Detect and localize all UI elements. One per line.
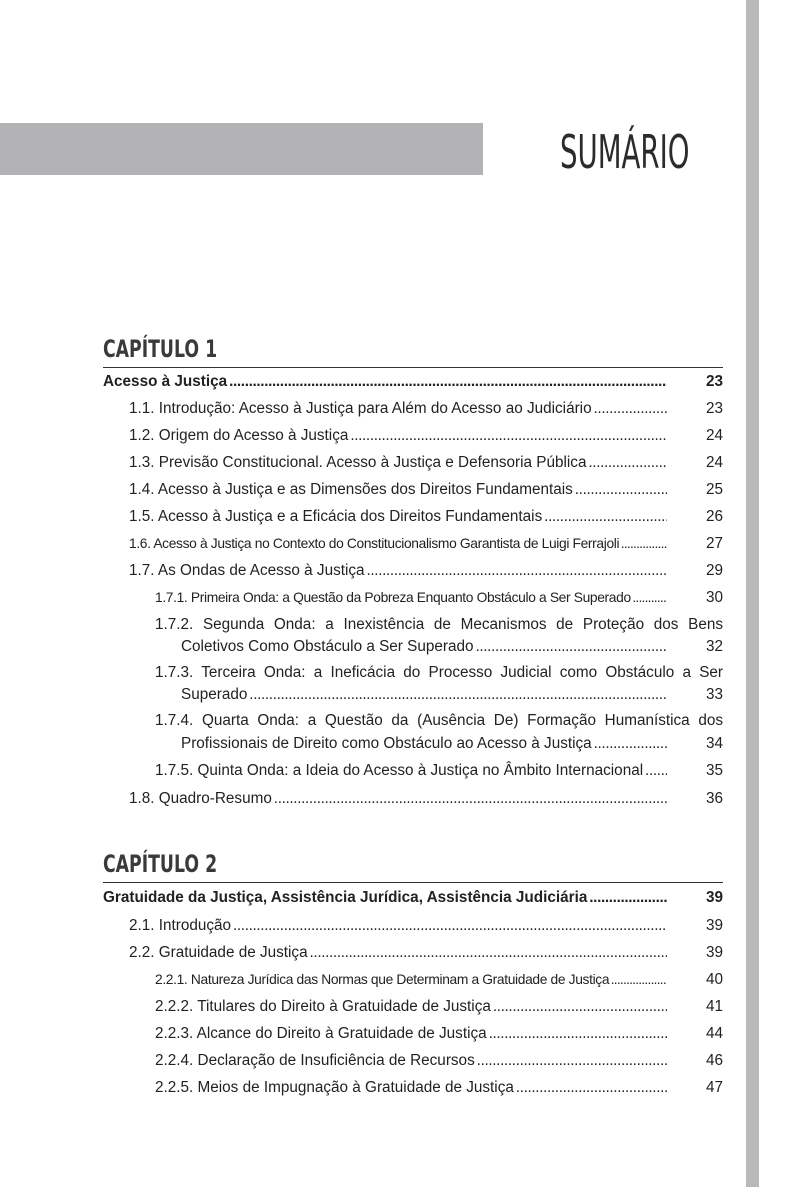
toc-entry-label-line1: 1.7.2. Segunda Onda: a Inexistência de Mecanismos de Proteção dos Bens: [155, 616, 723, 633]
page-title: SUMÁRIO: [560, 125, 690, 179]
toc-entry[interactable]: [103, 558, 723, 584]
toc-entry[interactable]: [103, 885, 723, 911]
title-band: [0, 123, 483, 175]
toc-entry-label: 1.7. As Ondas de Acesso à Justiça . . .: [129, 558, 667, 584]
toc-entry-page: 41: [705, 998, 723, 1015]
toc-entry-page: 27: [705, 535, 723, 552]
toc-entry-label: 2.1. Introdução . . .: [129, 913, 667, 939]
toc-entry-page: 24: [705, 427, 723, 444]
toc-entry-label: 1.3. Previsão Constitucional. Acesso à Justiça e Defensoria Pública . . .: [129, 450, 667, 476]
toc-entry-label: 2.2.2. Titulares do Direito à Gratuidade de Justiça . . .: [155, 994, 667, 1020]
toc-entry-label: 2.2.4. Declaração de Insuficiência de Recursos . . .: [155, 1048, 667, 1074]
toc-entry-page: 33: [705, 686, 723, 703]
toc-entry[interactable]: [103, 682, 723, 708]
toc-entry[interactable]: [103, 423, 723, 449]
toc-entry[interactable]: [103, 369, 723, 395]
toc-entry-label-line2: Superado . . .: [181, 682, 667, 708]
toc-entry[interactable]: [103, 504, 723, 530]
toc-entry[interactable]: [103, 940, 723, 966]
toc-entry-page: 23: [705, 373, 723, 390]
toc-entry-label: 1.7.1. Primeira Onda: a Questão da Pobreza Enquanto Obstáculo a Ser Superado . . .: [155, 585, 667, 611]
chapter-1-rule: [103, 367, 723, 368]
toc-entry-label-line1: 1.7.4. Quarta Onda: a Questão da (Ausência De) Formação Humanística dos: [155, 712, 723, 729]
chapter-2-heading: CAPÍTULO 2: [103, 850, 218, 878]
toc-entry[interactable]: [103, 450, 723, 476]
toc-entry[interactable]: [103, 396, 723, 422]
toc-entry[interactable]: [103, 531, 723, 557]
toc-entry[interactable]: [103, 913, 723, 939]
chapter-1-heading: CAPÍTULO 1: [103, 335, 218, 363]
toc-entry-label: Gratuidade da Justiça, Assistência Jurídica, Assistência Judiciária . . .: [103, 885, 667, 911]
toc-entry[interactable]: [103, 786, 723, 812]
toc-entry-page: 34: [705, 735, 723, 752]
toc-entry-label: 1.5. Acesso à Justiça e a Eficácia dos Direitos Fundamentais . . .: [129, 504, 667, 530]
toc-entry[interactable]: [103, 967, 723, 993]
toc-entry-page: 29: [705, 562, 723, 579]
toc-entry-page: 32: [705, 638, 723, 655]
toc-entry-page: 40: [705, 971, 723, 988]
toc-entry[interactable]: [103, 731, 723, 757]
toc-entry-label: 1.4. Acesso à Justiça e as Dimensões dos Direitos Fundamentais . . .: [129, 477, 667, 503]
toc-entry-page: 39: [705, 917, 723, 934]
toc-entry-page: 46: [705, 1052, 723, 1069]
toc-entry[interactable]: [103, 585, 723, 611]
toc-entry-page: 47: [705, 1079, 723, 1096]
toc-entry-page: 44: [705, 1025, 723, 1042]
toc-entry-page: 23: [705, 400, 723, 417]
toc-entry-label: 1.1. Introdução: Acesso à Justiça para Além do Acesso ao Judiciário . . .: [129, 396, 667, 422]
toc-entry-label: 1.6. Acesso à Justiça no Contexto do Constitucionalismo Garantista de Luigi Ferrajoli . . .: [129, 531, 667, 557]
toc-entry-label-line1: 1.7.3. Terceira Onda: a Ineficácia do Processo Judicial como Obstáculo a Ser: [155, 664, 723, 681]
toc-entry-label: 1.8. Quadro-Resumo . . .: [129, 786, 667, 812]
toc-entry-page: 26: [705, 508, 723, 525]
side-bar: [746, 0, 759, 1187]
toc-entry-page: 39: [705, 944, 723, 961]
toc-entry-page: 30: [705, 589, 723, 606]
toc-entry-page: 25: [705, 481, 723, 498]
toc-entry-label: Acesso à Justiça . . .: [103, 369, 667, 395]
toc-entry-label: 1.2. Origem do Acesso à Justiça . . .: [129, 423, 667, 449]
toc-entry-page: 24: [705, 454, 723, 471]
toc-entry[interactable]: [103, 477, 723, 503]
toc-entry-page: 36: [705, 790, 723, 807]
toc-entry-label: 2.2.3. Alcance do Direito à Gratuidade de Justiça . . .: [155, 1021, 667, 1047]
toc-entry-label: 2.2.1. Natureza Jurídica das Normas que Determinam a Gratuidade de Justiça . . .: [155, 967, 667, 993]
toc-entry[interactable]: [103, 1021, 723, 1047]
toc-entry[interactable]: [103, 758, 723, 784]
toc-entry-label-line2: Coletivos Como Obstáculo a Ser Superado . . .: [181, 634, 667, 660]
toc-entry-label: 1.7.5. Quinta Onda: a Ideia do Acesso à Justiça no Âmbito Internacional . . .: [155, 758, 667, 784]
toc-entry-label: 2.2. Gratuidade de Justiça . . .: [129, 940, 667, 966]
toc-entry[interactable]: [103, 1075, 723, 1101]
toc-entry[interactable]: [103, 994, 723, 1020]
toc-entry[interactable]: [103, 634, 723, 660]
toc-entry[interactable]: [103, 1048, 723, 1074]
chapter-2-rule: [103, 882, 723, 883]
toc-entry-page: 35: [705, 762, 723, 779]
toc-entry-page: 39: [705, 889, 723, 906]
toc-entry-label: 2.2.5. Meios de Impugnação à Gratuidade de Justiça . . .: [155, 1075, 667, 1101]
toc-entry-label-line2: Profissionais de Direito como Obstáculo ao Acesso à Justiça . . .: [181, 731, 667, 757]
